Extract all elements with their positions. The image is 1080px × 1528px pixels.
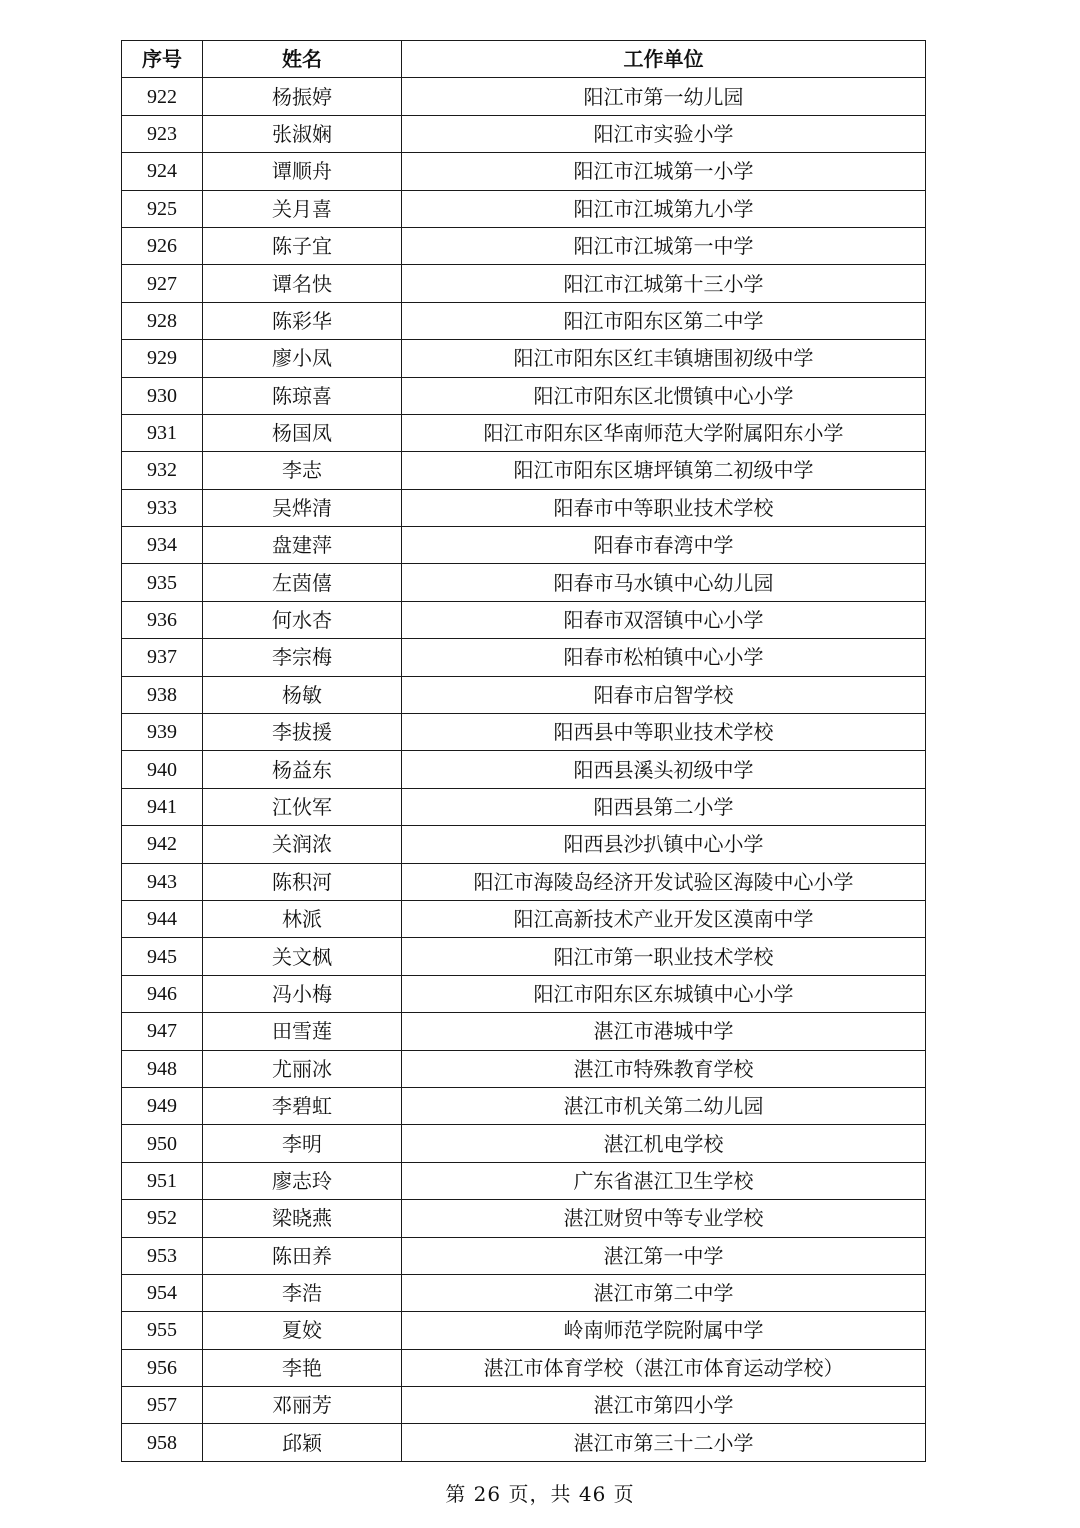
table-row [122,489,926,526]
table-row [122,227,926,264]
work-unit-cell: 阳江市阳东区红丰镇塘围初级中学 [402,340,926,377]
work-unit-cell: 阳江市江城第十三小学 [402,265,926,302]
table-row [122,751,926,788]
serial-number-cell: 947 [122,1013,203,1050]
table-row [122,601,926,638]
serial-number-cell: 945 [122,938,203,975]
serial-number-cell: 927 [122,265,203,302]
serial-number-cell: 924 [122,153,203,190]
work-unit-cell: 湛江市第二中学 [402,1274,926,1311]
table-row [122,1312,926,1349]
table-row [122,1200,926,1237]
table-row [122,340,926,377]
work-unit-cell: 阳春市马水镇中心幼儿园 [402,564,926,601]
table-row [122,78,926,115]
name-cell: 谭名快 [203,265,402,302]
name-cell: 谭顺舟 [203,153,402,190]
work-unit-cell: 阳江市第一幼儿园 [402,78,926,115]
serial-number-cell: 935 [122,564,203,601]
table-row [122,714,926,751]
table-row [122,900,926,937]
serial-number-cell: 938 [122,676,203,713]
work-unit-cell: 阳春市双滘镇中心小学 [402,601,926,638]
name-cell: 杨国凤 [203,414,402,451]
name-cell: 李明 [203,1125,402,1162]
work-unit-cell: 阳春市春湾中学 [402,527,926,564]
name-cell: 陈彩华 [203,302,402,339]
work-unit-cell: 阳江市阳东区第二中学 [402,302,926,339]
table-row [122,564,926,601]
name-cell: 廖志玲 [203,1162,402,1199]
work-unit-cell: 阳江市第一职业技术学校 [402,938,926,975]
table-row [122,826,926,863]
serial-number-cell: 942 [122,826,203,863]
table-row [122,639,926,676]
work-unit-cell: 阳西县中等职业技术学校 [402,714,926,751]
serial-number-cell: 954 [122,1274,203,1311]
serial-number-cell: 934 [122,527,203,564]
table-header [122,41,926,78]
table-row [122,115,926,152]
name-cell: 田雪莲 [203,1013,402,1050]
name-cell: 杨敏 [203,676,402,713]
name-cell: 李志 [203,452,402,489]
header-name: 姓名 [203,41,402,78]
page-number-footer: 第 26 页，共 46 页 [445,1482,635,1506]
name-cell: 林派 [203,900,402,937]
work-unit-cell: 阳西县沙扒镇中心小学 [402,826,926,863]
serial-number-cell: 951 [122,1162,203,1199]
name-cell: 左茵僖 [203,564,402,601]
work-unit-cell: 阳春市启智学校 [402,676,926,713]
serial-number-cell: 925 [122,190,203,227]
table-row [122,1050,926,1087]
serial-number-cell: 955 [122,1312,203,1349]
work-unit-cell: 湛江财贸中等专业学校 [402,1200,926,1237]
work-unit-cell: 阳江市实验小学 [402,115,926,152]
table-row [122,975,926,1012]
name-cell: 邓丽芳 [203,1387,402,1424]
serial-number-cell: 932 [122,452,203,489]
serial-number-cell: 941 [122,788,203,825]
name-cell: 廖小凤 [203,340,402,377]
work-unit-cell: 湛江市特殊教育学校 [402,1050,926,1087]
serial-number-cell: 928 [122,302,203,339]
name-cell: 关文枫 [203,938,402,975]
work-unit-cell: 湛江市港城中学 [402,1013,926,1050]
name-cell: 关月喜 [203,190,402,227]
table-row [122,788,926,825]
table-row [122,863,926,900]
name-cell: 李碧虹 [203,1087,402,1124]
name-cell: 江伙军 [203,788,402,825]
work-unit-cell: 阳春市中等职业技术学校 [402,489,926,526]
name-cell: 杨振婷 [203,78,402,115]
header-serial-number: 序号 [122,41,203,78]
serial-number-cell: 939 [122,714,203,751]
name-cell: 关润浓 [203,826,402,863]
table-row [122,302,926,339]
work-unit-cell: 阳江高新技术产业开发区漠南中学 [402,900,926,937]
serial-number-cell: 949 [122,1087,203,1124]
serial-number-cell: 953 [122,1237,203,1274]
table-row [122,1349,926,1386]
table-row [122,1087,926,1124]
serial-number-cell: 956 [122,1349,203,1386]
name-cell: 张淑娴 [203,115,402,152]
table-row [122,414,926,451]
serial-number-cell: 936 [122,601,203,638]
work-unit-cell: 阳春市松柏镇中心小学 [402,639,926,676]
work-unit-cell: 湛江第一中学 [402,1237,926,1274]
serial-number-cell: 946 [122,975,203,1012]
table-row [122,1237,926,1274]
table-row [122,1125,926,1162]
table-row [122,1274,926,1311]
serial-number-cell: 950 [122,1125,203,1162]
work-unit-cell: 阳江市江城第一中学 [402,227,926,264]
serial-number-cell: 952 [122,1200,203,1237]
work-unit-cell: 阳江市阳东区北惯镇中心小学 [402,377,926,414]
name-cell: 盘建萍 [203,527,402,564]
header-row [122,41,926,78]
work-unit-cell: 广东省湛江卫生学校 [402,1162,926,1199]
work-unit-cell: 岭南师范学院附属中学 [402,1312,926,1349]
serial-number-cell: 943 [122,863,203,900]
name-cell: 李宗梅 [203,639,402,676]
name-cell: 李浩 [203,1274,402,1311]
work-unit-cell: 阳江市阳东区华南师范大学附属阳东小学 [402,414,926,451]
name-cell: 梁晓燕 [203,1200,402,1237]
name-cell: 冯小梅 [203,975,402,1012]
serial-number-cell: 929 [122,340,203,377]
serial-number-cell: 940 [122,751,203,788]
work-unit-cell: 湛江机电学校 [402,1125,926,1162]
work-unit-cell: 阳江市阳东区塘坪镇第二初级中学 [402,452,926,489]
work-unit-cell: 阳西县溪头初级中学 [402,751,926,788]
serial-number-cell: 958 [122,1424,203,1461]
work-unit-cell: 阳西县第二小学 [402,788,926,825]
table-row [122,1424,926,1461]
serial-number-cell: 922 [122,78,203,115]
table-row [122,190,926,227]
table-row [122,377,926,414]
table-body [122,78,926,1461]
table-row [122,153,926,190]
serial-number-cell: 923 [122,115,203,152]
table-row [122,938,926,975]
work-unit-cell: 阳江市海陵岛经济开发试验区海陵中心小学 [402,863,926,900]
table-row [122,1387,926,1424]
serial-number-cell: 931 [122,414,203,451]
table-row [122,1013,926,1050]
name-cell: 陈琼喜 [203,377,402,414]
table-row [122,265,926,302]
name-cell: 尤丽冰 [203,1050,402,1087]
table-row [122,676,926,713]
serial-number-cell: 948 [122,1050,203,1087]
name-cell: 李艳 [203,1349,402,1386]
roster-table [121,40,926,1462]
name-cell: 李拔援 [203,714,402,751]
name-cell: 邱颖 [203,1424,402,1461]
name-cell: 陈子宜 [203,227,402,264]
work-unit-cell: 阳江市江城第一小学 [402,153,926,190]
table-row [122,527,926,564]
name-cell: 吴烨清 [203,489,402,526]
work-unit-cell: 湛江市机关第二幼儿园 [402,1087,926,1124]
name-cell: 陈积河 [203,863,402,900]
work-unit-cell: 湛江市第三十二小学 [402,1424,926,1461]
serial-number-cell: 933 [122,489,203,526]
serial-number-cell: 930 [122,377,203,414]
work-unit-cell: 阳江市江城第九小学 [402,190,926,227]
header-work-unit: 工作单位 [402,41,926,78]
table-row [122,1162,926,1199]
name-cell: 杨益东 [203,751,402,788]
work-unit-cell: 湛江市第四小学 [402,1387,926,1424]
name-cell: 陈田养 [203,1237,402,1274]
serial-number-cell: 937 [122,639,203,676]
name-cell: 何水杏 [203,601,402,638]
serial-number-cell: 926 [122,227,203,264]
table-row [122,452,926,489]
work-unit-cell: 阳江市阳东区东城镇中心小学 [402,975,926,1012]
work-unit-cell: 湛江市体育学校（湛江市体育运动学校） [402,1349,926,1386]
serial-number-cell: 944 [122,900,203,937]
serial-number-cell: 957 [122,1387,203,1424]
name-cell: 夏姣 [203,1312,402,1349]
